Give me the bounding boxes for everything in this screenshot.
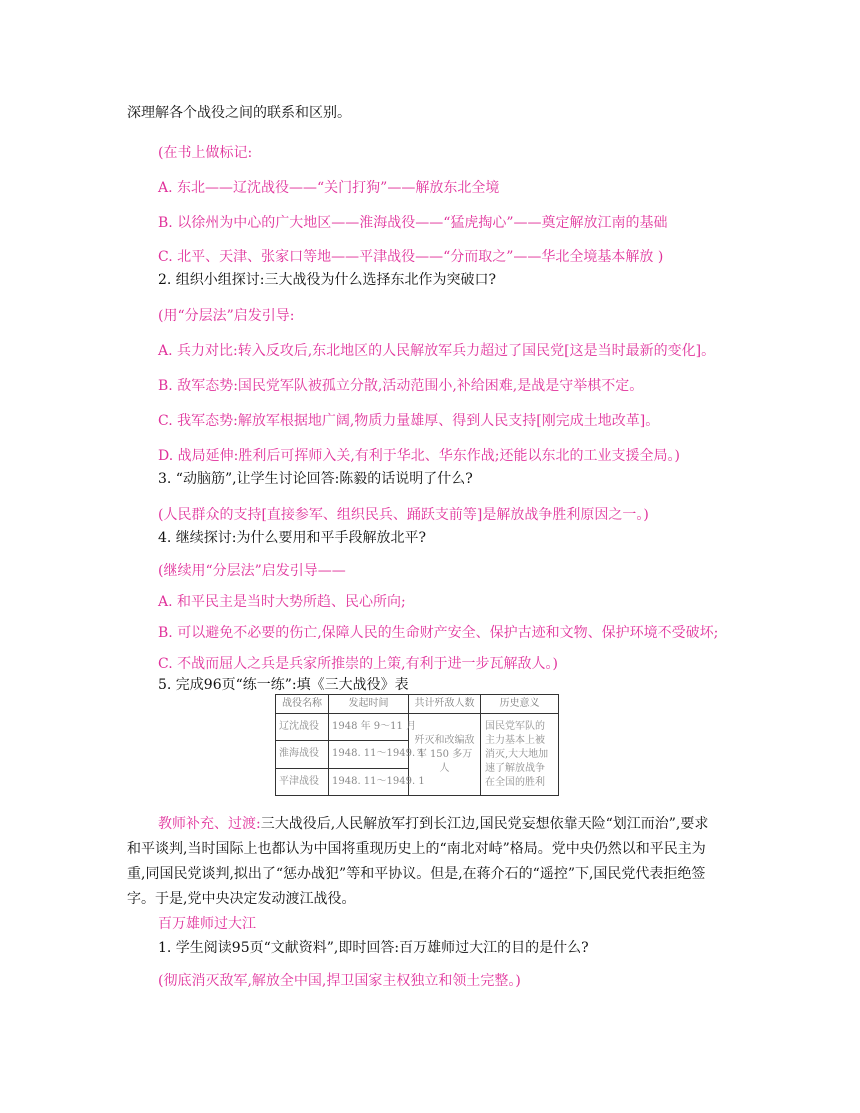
significance-cell: 国民党军队的主力基本上被消灭,大大地加速了解放战争在全国的胜利 [481,714,559,796]
paragraph-line-1 [158,815,708,833]
row-3-time: 1948. 11～1949. 1 [329,768,409,795]
line-16: A. 和平民主是当时大势所趋、民心所向; [158,594,406,610]
header-start-time: 发起时间 [329,695,409,714]
row-1-time: 1948 年 9～11 月 [329,714,409,741]
paragraph-line-1-text: 三大战役后,人民解放军打到长江边,国民党妄想依靠天险“划江而治”,要求 [260,816,709,832]
line-8: A. 兵力对比:转入反攻后,东北地区的人民解放军兵力超过了国民党[这是当时最新的变化]。 [158,343,716,359]
line-4: B. 以徐州为中心的广大地区——淮海战役——“猛虎掏心”——奠定解放江南的基础 [158,215,668,231]
line-14: 4. 继续探讨:为什么要用和平手段解放北平? [158,530,427,546]
line-9: B. 敌军态势:国民党军队被孤立分散,活动范围小,补给困难,是战是守举棋不定。 [158,378,644,394]
header-significance: 历史意义 [481,695,559,714]
line-18: C. 不战而屈人之兵是兵家所推崇的上策,有利于进一步瓦解敌人。) [158,656,559,672]
answer-1: (彻底消灭敌军,解放全中国,捍卫国家主权独立和领土完整。) [158,973,521,989]
line-10: C. 我军态势:解放军根据地广阔,物质力量雄厚、得到人民支持[刚完成土地改革]。 [158,413,660,429]
line-17: B. 可以避免不必要的伤亡,保障人民的生命财产安全、保护古迹和文物、保护环境不受破坏; [158,625,719,641]
line-3: A. 东北——辽沈战役——“关门打狗”——解放东北全境 [158,180,500,196]
line-7: (用“分层法”启发引导: [158,308,295,324]
row-3-name: 平津战役 [276,768,329,795]
line-15: (继续用“分层法”启发引导—— [158,563,346,579]
paragraph-lead: 教师补充、过渡: [158,816,261,832]
line-11: D. 战局延伸:胜利后可挥师入关,有利于华北、华东作战;还能以东北的工业支援全局。) [158,448,680,464]
total-enemy-cell: 歼灭和改编敌军 150 多万人 [409,714,481,796]
row-1-name: 辽沈战役 [276,714,329,741]
header-enemy-total: 共计歼敌人数 [409,695,481,714]
line-5: C. 北平、天津、张家口等地——平津战役——“分而取之”——华北全境基本解放 ) [158,249,664,265]
row-2-time: 1948. 11～1949. 1 [329,741,409,768]
line-12: 3. “动脑筋”,让学生讨论回答:陈毅的话说明了什么? [158,471,473,487]
line-6: 2. 组织小组探讨:三大战役为什么选择东北作为突破口? [158,272,497,288]
line-2: (在书上做标记: [158,145,253,161]
row-2-name: 淮海战役 [276,741,329,768]
header-campaign-name: 战役名称 [276,695,329,714]
line-1: 深理解各个战役之间的联系和区别。 [127,105,351,121]
line-19: 5. 完成96页“练一练”:填《三大战役》表 [158,677,409,693]
section-title: 百万雄师过大江 [158,916,256,932]
paragraph-line-3: 重,同国民党谈判,拟出了“惩办战犯”等和平协议。但是,在蒋介石的“遥控”下,国民党代表拒绝签 [127,866,706,882]
line-13: (人民群众的支持[直接参军、组织民兵、踊跃支前等]是解放战争胜利原因之一。) [158,507,649,523]
three-campaigns-table [275,694,558,796]
question-1: 1. 学生阅读95页“文献资料”,即时回答:百万雄师过大江的目的是什么? [158,940,589,956]
paragraph-line-2: 和平谈判,当时国际上也都认为中国将重现历史上的“南北对峙”格局。党中央仍然以和平民主为 [127,841,706,857]
paragraph-line-4: 字。于是,党中央决定发动渡江战役。 [127,891,356,907]
